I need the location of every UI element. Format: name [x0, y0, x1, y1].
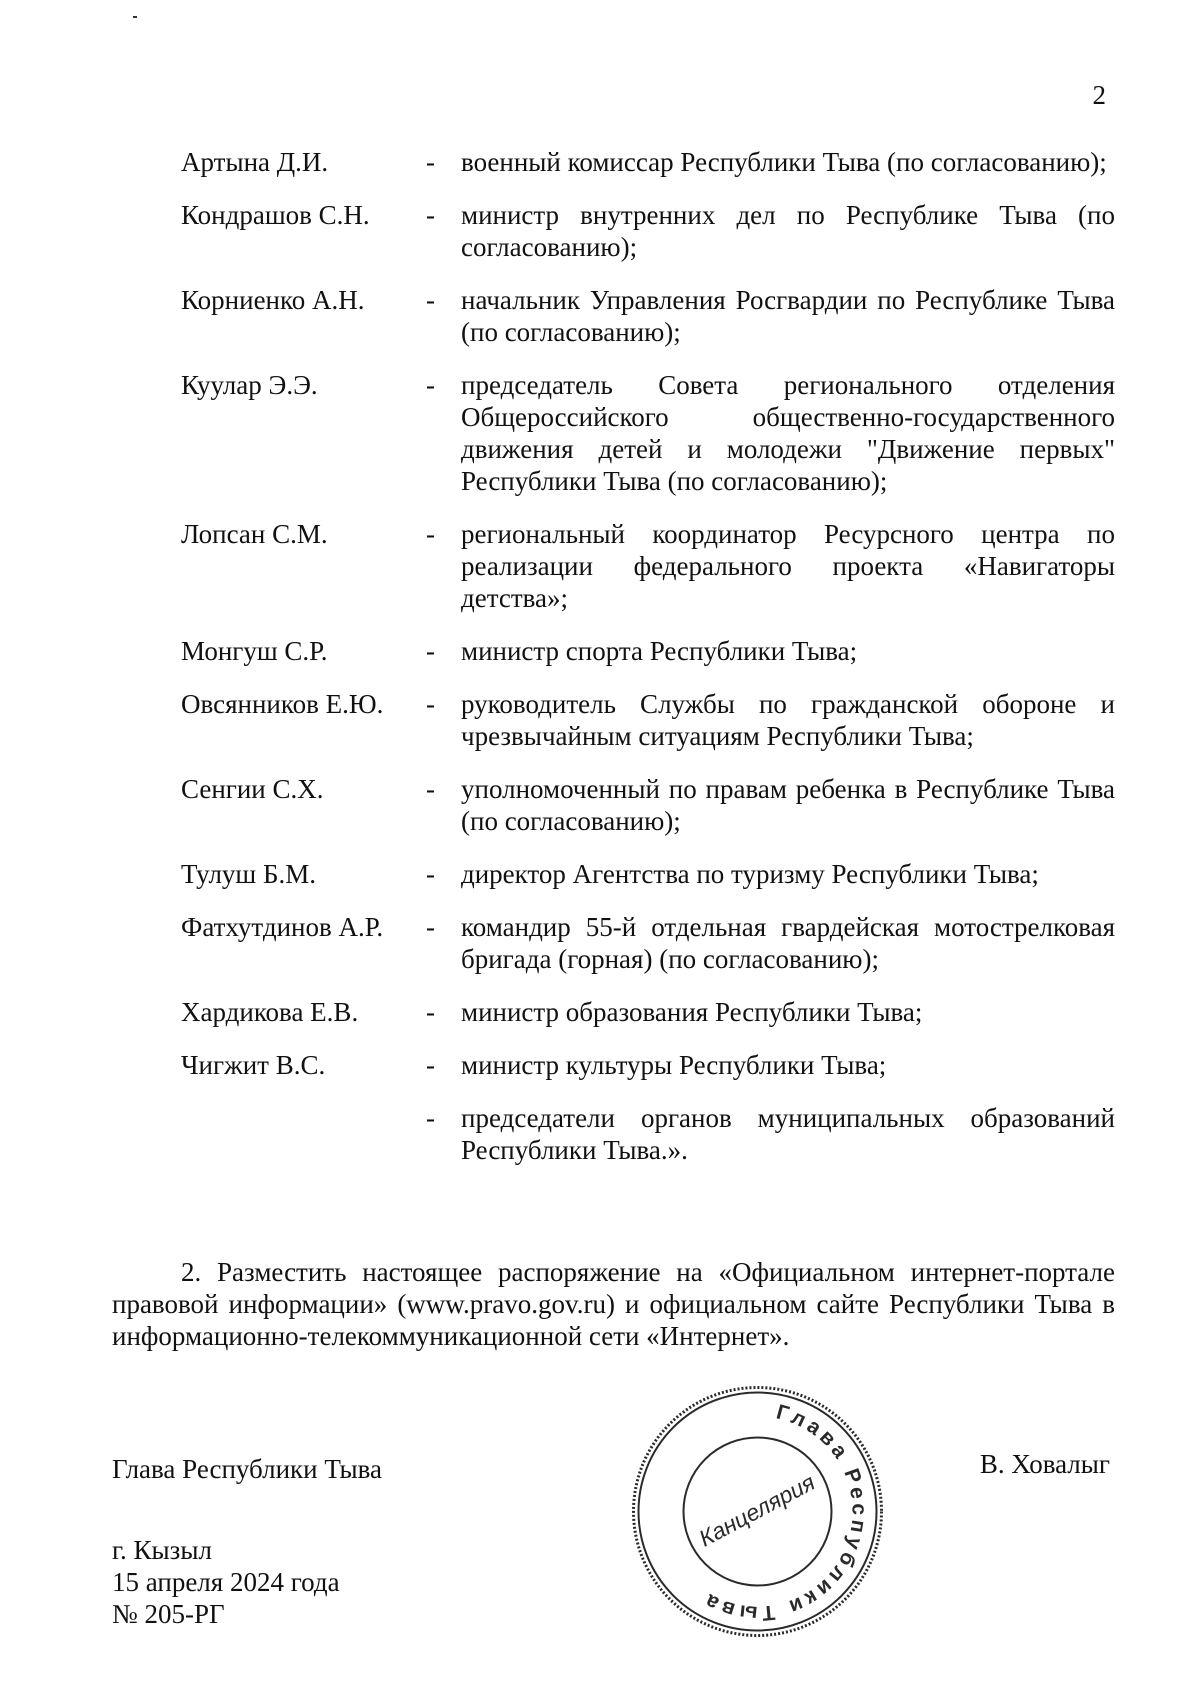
date: 15 апреля 2024 года: [112, 1567, 340, 1597]
member-name: Монгуш С.Р.: [181, 636, 328, 666]
member-row: [181, 1102, 1115, 1166]
member-row: [181, 773, 1115, 837]
member-role: председатель Совета регионального отделения Общероссийского общественно-государственного движения детей и молодежи "Движение первых" Республики Тыва (по согласованию);: [461, 370, 1115, 496]
member-row: [181, 284, 1115, 348]
member-role: командир 55-й отдельная гвардейская мотострелковая бригада (горная) (по согласованию);: [461, 912, 1115, 974]
member-row: [181, 996, 1115, 1028]
member-row: [181, 911, 1115, 975]
member-name: Лопсан С.М.: [181, 519, 328, 549]
signatory-name: В. Ховалыг: [979, 1449, 1110, 1479]
document-number: № 205-РГ: [112, 1599, 225, 1629]
member-dash: -: [426, 689, 435, 719]
member-role: региональный координатор Ресурсного центра по реализации федерального проекта «Навигаторы детства»;: [461, 519, 1115, 613]
member-dash: -: [426, 1103, 435, 1133]
member-role: министр спорта Республики Тыва;: [461, 636, 858, 666]
member-name: Хардикова Е.В.: [181, 997, 359, 1027]
member-role: руководитель Службы по гражданской обороне и чрезвычайным ситуациям Республики Тыва;: [461, 689, 1115, 751]
member-name: Куулар Э.Э.: [181, 370, 318, 400]
member-list: [181, 146, 1115, 1166]
member-dash: -: [426, 636, 435, 666]
member-name: Кондрашов С.Н.: [181, 200, 370, 230]
member-dash: -: [426, 859, 435, 889]
member-dash: -: [426, 285, 435, 315]
member-role: председатели органов муниципальных образований Республики Тыва.».: [461, 1103, 1115, 1165]
stamp-outer-text: Глава Республики Тыва: [698, 1400, 871, 1626]
stamp-inner-text: Канцелярия: [694, 1468, 820, 1552]
member-name: Тулуш Б.М.: [181, 859, 316, 889]
member-name: Фатхутдинов А.Р.: [181, 912, 384, 942]
member-row: [181, 635, 1115, 667]
member-dash: -: [426, 370, 435, 400]
official-stamp: [630, 1384, 885, 1639]
member-dash: -: [426, 200, 435, 230]
member-row: [181, 199, 1115, 263]
member-dash: -: [426, 997, 435, 1027]
page-number: 2: [1092, 80, 1106, 110]
member-name: Сенгии С.Х.: [181, 774, 324, 804]
place-date-block: [112, 1534, 340, 1630]
member-role: начальник Управления Росгвардии по Республике Тыва (по согласованию);: [461, 285, 1115, 347]
member-dash: -: [426, 912, 435, 942]
member-dash: -: [426, 1050, 435, 1080]
member-role: военный комиссар Республики Тыва (по согласованию);: [461, 147, 1107, 177]
member-name: Чигжит В.С.: [181, 1050, 326, 1080]
member-name: Овсянников Е.Ю.: [181, 689, 384, 719]
member-dash: -: [426, 519, 435, 549]
member-dash: -: [426, 147, 435, 177]
member-name: Корниенко А.Н.: [181, 285, 365, 315]
member-dash: -: [426, 774, 435, 804]
member-name: Артына Д.И.: [181, 147, 329, 177]
member-row: [181, 369, 1115, 497]
member-role: директор Агентства по туризму Республики Тыва;: [461, 859, 1039, 889]
member-role: уполномоченный по правам ребенка в Республике Тыва (по согласованию);: [461, 774, 1115, 836]
clause-2-paragraph: 2. Разместить настоящее распоряжение на «Официальном интернет-портале правовой информации» (www.pravo.gov.ru) и официальном сайте Республики Тыва в информационно-телекоммуникационной сети «Интернет».: [112, 1257, 1115, 1351]
scan-speck: [133, 16, 137, 18]
member-row: [181, 146, 1115, 178]
member-role: министр внутренних дел по Республике Тыва (по согласованию);: [461, 200, 1115, 262]
place: г. Кызыл: [112, 1535, 212, 1565]
member-row: [181, 858, 1115, 890]
member-row: [181, 1049, 1115, 1081]
member-role: министр образования Республики Тыва;: [461, 997, 923, 1027]
member-role: министр культуры Республики Тыва;: [461, 1050, 887, 1080]
signatory-position: Глава Республики Тыва: [112, 1454, 383, 1484]
member-row: [181, 518, 1115, 614]
member-row: [181, 688, 1115, 752]
